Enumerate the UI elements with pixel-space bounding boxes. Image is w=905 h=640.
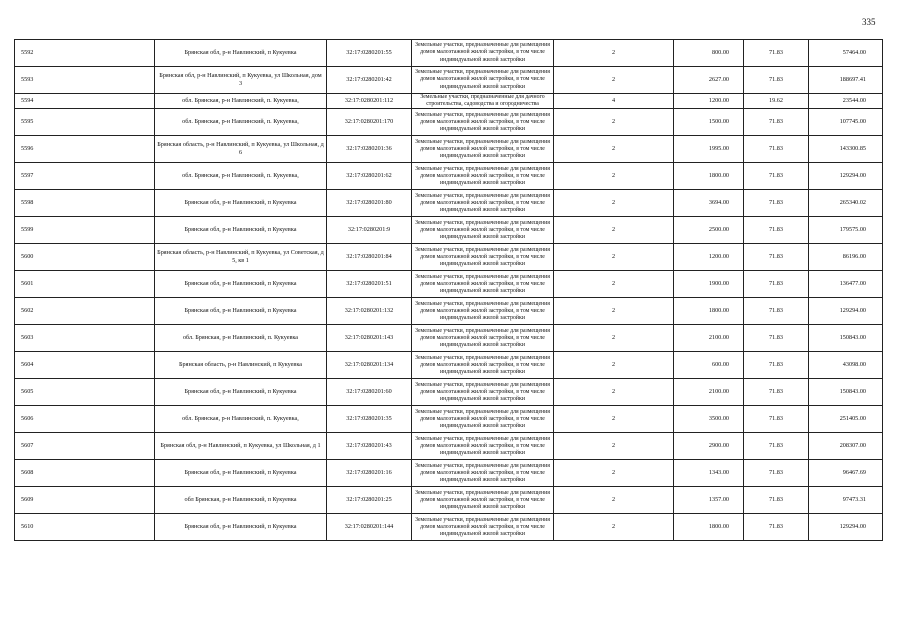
land-use-cell: Земельные участки, предназначенные для размещения домов малоэтажной жилой застройки, в том числе индивидуальной жилой застройки — [412, 40, 554, 67]
rate-cell: 71.83 — [744, 406, 809, 433]
cadastral-cost-cell: 57464.00 — [809, 40, 883, 67]
cadastral-number-cell: 32:17:0280201:42 — [327, 67, 412, 94]
land-parcels-table — [14, 39, 883, 541]
cadastral-cost-cell: 129294.00 — [809, 514, 883, 541]
address-cell: Брянская обл, р-н Навлинский, п Кукуевка — [155, 217, 327, 244]
category-cell: 2 — [554, 514, 674, 541]
category-cell: 2 — [554, 190, 674, 217]
rate-cell: 71.83 — [744, 136, 809, 163]
table-row — [15, 379, 883, 406]
cadastral-cost-cell: 136477.00 — [809, 271, 883, 298]
category-cell: 2 — [554, 244, 674, 271]
table-row — [15, 244, 883, 271]
table-row — [15, 94, 883, 109]
row-number: 5602 — [15, 298, 155, 325]
rate-cell: 71.83 — [744, 109, 809, 136]
cadastral-number-cell: 32:17:0280201:25 — [327, 487, 412, 514]
page-number: 335 — [862, 17, 876, 27]
cadastral-cost-cell: 129294.00 — [809, 298, 883, 325]
area-cell: 1500.00 — [674, 109, 744, 136]
category-cell: 2 — [554, 298, 674, 325]
cadastral-number-cell: 32:17:0280201:80 — [327, 190, 412, 217]
address-cell: Брянская область, р-н Навлинский, п Кукуевка — [155, 352, 327, 379]
land-use-cell: Земельные участки, предназначенные для размещения домов малоэтажной жилой застройки, в том числе индивидуальной жилой застройки — [412, 406, 554, 433]
area-cell: 1800.00 — [674, 163, 744, 190]
row-number: 5609 — [15, 487, 155, 514]
address-cell: Брянская область, р-н Навлинский, п Кукуевка, ул Школьная, д 6 — [155, 136, 327, 163]
area-cell: 2500.00 — [674, 217, 744, 244]
cadastral-number-cell: 32:17:0280201:60 — [327, 379, 412, 406]
row-number: 5600 — [15, 244, 155, 271]
address-cell: Брянская обл, р-н Навлинский, п Кукуевка — [155, 298, 327, 325]
land-use-cell: Земельные участки, предназначенные для размещения домов малоэтажной жилой застройки, в том числе индивидуальной жилой застройки — [412, 109, 554, 136]
row-number: 5592 — [15, 40, 155, 67]
address-cell: Брянская обл, р-н Навлинский, п Кукуевка, ул Школьная, д 1 — [155, 433, 327, 460]
table-row — [15, 217, 883, 244]
rate-cell: 71.83 — [744, 190, 809, 217]
table-row — [15, 40, 883, 67]
address-cell: Брянская обл, р-н Навлинский, п Кукуевка, ул Школьная, дом 3 — [155, 67, 327, 94]
address-cell: обл. Брянская, р-н Навлинский, п. Кукуевка — [155, 325, 327, 352]
cadastral-cost-cell: 188697.41 — [809, 67, 883, 94]
category-cell: 2 — [554, 67, 674, 94]
rate-cell: 71.83 — [744, 460, 809, 487]
table-row — [15, 109, 883, 136]
cadastral-cost-cell: 23544.00 — [809, 94, 883, 109]
table-row — [15, 271, 883, 298]
row-number: 5606 — [15, 406, 155, 433]
area-cell: 1800.00 — [674, 514, 744, 541]
row-number: 5596 — [15, 136, 155, 163]
land-use-cell: Земельные участки, предназначенные для размещения домов малоэтажной жилой застройки, в том числе индивидуальной жилой застройки — [412, 514, 554, 541]
category-cell: 2 — [554, 40, 674, 67]
category-cell: 2 — [554, 217, 674, 244]
cadastral-cost-cell: 143300.85 — [809, 136, 883, 163]
cadastral-cost-cell: 208307.00 — [809, 433, 883, 460]
area-cell: 1343.00 — [674, 460, 744, 487]
rate-cell: 71.83 — [744, 163, 809, 190]
table-body — [15, 40, 883, 541]
category-cell: 2 — [554, 406, 674, 433]
row-number: 5601 — [15, 271, 155, 298]
land-use-cell: Земельные участки, предназначенные для размещения домов малоэтажной жилой застройки, в том числе индивидуальной жилой застройки — [412, 298, 554, 325]
address-cell: Брянская обл, р-н Навлинский, п Кукуевка — [155, 460, 327, 487]
table-row — [15, 190, 883, 217]
category-cell: 4 — [554, 94, 674, 109]
cadastral-number-cell: 32:17:0280201:35 — [327, 406, 412, 433]
cadastral-cost-cell: 97473.31 — [809, 487, 883, 514]
area-cell: 800.00 — [674, 40, 744, 67]
land-use-cell: Земельные участки, предназначенные для размещения домов малоэтажной жилой застройки, в том числе индивидуальной жилой застройки — [412, 67, 554, 94]
table-row — [15, 136, 883, 163]
rate-cell: 71.83 — [744, 217, 809, 244]
table-row — [15, 67, 883, 94]
cadastral-number-cell: 32:17:0280201:170 — [327, 109, 412, 136]
cadastral-number-cell: 32:17:0280201:84 — [327, 244, 412, 271]
table-row — [15, 325, 883, 352]
cadastral-cost-cell: 96467.69 — [809, 460, 883, 487]
row-number: 5603 — [15, 325, 155, 352]
table-row — [15, 460, 883, 487]
cadastral-number-cell: 32:17:0280201:144 — [327, 514, 412, 541]
cadastral-number-cell: 32:17:0280201:9 — [327, 217, 412, 244]
category-cell: 2 — [554, 163, 674, 190]
area-cell: 1357.00 — [674, 487, 744, 514]
cadastral-cost-cell: 107745.00 — [809, 109, 883, 136]
area-cell: 3500.00 — [674, 406, 744, 433]
address-cell: Брянская обл, р-н Навлинский, п Кукуевка — [155, 190, 327, 217]
rate-cell: 71.83 — [744, 433, 809, 460]
address-cell: обл. Брянская, р-н Навлинский, п. Кукуевка, — [155, 94, 327, 109]
rate-cell: 71.83 — [744, 325, 809, 352]
area-cell: 600.00 — [674, 352, 744, 379]
row-number: 5610 — [15, 514, 155, 541]
table-row — [15, 514, 883, 541]
land-use-cell: Земельные участки, предназначенные для размещения домов малоэтажной жилой застройки, в том числе индивидуальной жилой застройки — [412, 460, 554, 487]
rate-cell: 71.83 — [744, 244, 809, 271]
cadastral-cost-cell: 179575.00 — [809, 217, 883, 244]
cadastral-cost-cell: 265340.02 — [809, 190, 883, 217]
rate-cell: 71.83 — [744, 67, 809, 94]
address-cell: Брянская обл, р-н Навлинский, п Кукуевка — [155, 40, 327, 67]
land-use-cell: Земельные участки, предназначенные для размещения домов малоэтажной жилой застройки, в том числе индивидуальной жилой застройки — [412, 136, 554, 163]
row-number: 5607 — [15, 433, 155, 460]
category-cell: 2 — [554, 325, 674, 352]
category-cell: 2 — [554, 433, 674, 460]
category-cell: 2 — [554, 352, 674, 379]
rate-cell: 71.83 — [744, 40, 809, 67]
cadastral-cost-cell: 129294.00 — [809, 163, 883, 190]
cadastral-number-cell: 32:17:0280201:132 — [327, 298, 412, 325]
cadastral-number-cell: 32:17:0280201:36 — [327, 136, 412, 163]
rate-cell: 71.83 — [744, 352, 809, 379]
table-row — [15, 433, 883, 460]
table-row — [15, 406, 883, 433]
row-number: 5599 — [15, 217, 155, 244]
row-number: 5598 — [15, 190, 155, 217]
cadastral-cost-cell: 150843.00 — [809, 325, 883, 352]
rate-cell: 71.83 — [744, 298, 809, 325]
area-cell: 2627.00 — [674, 67, 744, 94]
area-cell: 2100.00 — [674, 325, 744, 352]
cadastral-number-cell: 32:17:0280201:143 — [327, 325, 412, 352]
address-cell: Брянская область, р-н Навлинский, п Кукуевка, ул Советская, д 5, кв 1 — [155, 244, 327, 271]
table-row — [15, 352, 883, 379]
row-number: 5593 — [15, 67, 155, 94]
category-cell: 2 — [554, 379, 674, 406]
cadastral-cost-cell: 43098.00 — [809, 352, 883, 379]
table-row — [15, 298, 883, 325]
area-cell: 2900.00 — [674, 433, 744, 460]
cadastral-number-cell: 32:17:0280201:134 — [327, 352, 412, 379]
table-row — [15, 487, 883, 514]
area-cell: 2100.00 — [674, 379, 744, 406]
rate-cell: 71.83 — [744, 514, 809, 541]
land-use-cell: Земельные участки, предназначенные для размещения домов малоэтажной жилой застройки, в том числе индивидуальной жилой застройки — [412, 487, 554, 514]
address-cell: обл Брянская, р-н Навлинский, п Кукуевка — [155, 487, 327, 514]
row-number: 5605 — [15, 379, 155, 406]
category-cell: 2 — [554, 109, 674, 136]
area-cell: 1800.00 — [674, 298, 744, 325]
address-cell: обл. Брянская, р-н Навлинский, п. Кукуевка, — [155, 163, 327, 190]
cadastral-number-cell: 32:17:0280201:55 — [327, 40, 412, 67]
land-use-cell: Земельные участки, предназначенные для размещения домов малоэтажной жилой застройки, в том числе индивидуальной жилой застройки — [412, 217, 554, 244]
cadastral-cost-cell: 251405.00 — [809, 406, 883, 433]
row-number: 5604 — [15, 352, 155, 379]
area-cell: 3694.00 — [674, 190, 744, 217]
row-number: 5608 — [15, 460, 155, 487]
area-cell: 1995.00 — [674, 136, 744, 163]
category-cell: 2 — [554, 460, 674, 487]
land-use-cell: Земельные участки, предназначенные для дачного строительства, садоводства и огородничества — [412, 94, 554, 109]
rate-cell: 19.62 — [744, 94, 809, 109]
land-use-cell: Земельные участки, предназначенные для размещения домов малоэтажной жилой застройки, в том числе индивидуальной жилой застройки — [412, 163, 554, 190]
address-cell: обл. Брянская, р-н Навлинский, п. Кукуевка, — [155, 109, 327, 136]
row-number: 5594 — [15, 94, 155, 109]
table-row — [15, 163, 883, 190]
land-use-cell: Земельные участки, предназначенные для размещения домов малоэтажной жилой застройки, в том числе индивидуальной жилой застройки — [412, 190, 554, 217]
cadastral-number-cell: 32:17:0280201:62 — [327, 163, 412, 190]
category-cell: 2 — [554, 271, 674, 298]
address-cell: Брянская обл, р-н Навлинский, п Кукуевка — [155, 271, 327, 298]
land-use-cell: Земельные участки, предназначенные для размещения домов малоэтажной жилой застройки, в том числе индивидуальной жилой застройки — [412, 244, 554, 271]
land-use-cell: Земельные участки, предназначенные для размещения домов малоэтажной жилой застройки, в том числе индивидуальной жилой застройки — [412, 271, 554, 298]
area-cell: 1200.00 — [674, 244, 744, 271]
category-cell: 2 — [554, 487, 674, 514]
cadastral-number-cell: 32:17:0280201:43 — [327, 433, 412, 460]
cadastral-number-cell: 32:17:0280201:16 — [327, 460, 412, 487]
address-cell: Брянская обл, р-н Навлинский, п Кукуевка — [155, 379, 327, 406]
cadastral-cost-cell: 150843.00 — [809, 379, 883, 406]
area-cell: 1900.00 — [674, 271, 744, 298]
rate-cell: 71.83 — [744, 487, 809, 514]
cadastral-cost-cell: 86196.00 — [809, 244, 883, 271]
cadastral-number-cell: 32:17:0280201:112 — [327, 94, 412, 109]
land-use-cell: Земельные участки, предназначенные для размещения домов малоэтажной жилой застройки, в том числе индивидуальной жилой застройки — [412, 325, 554, 352]
row-number: 5595 — [15, 109, 155, 136]
area-cell: 1200.00 — [674, 94, 744, 109]
land-use-cell: Земельные участки, предназначенные для размещения домов малоэтажной жилой застройки, в том числе индивидуальной жилой застройки — [412, 379, 554, 406]
land-use-cell: Земельные участки, предназначенные для размещения домов малоэтажной жилой застройки, в том числе индивидуальной жилой застройки — [412, 433, 554, 460]
rate-cell: 71.83 — [744, 271, 809, 298]
address-cell: обл. Брянская, р-н Навлинский, п. Кукуевка, — [155, 406, 327, 433]
category-cell: 2 — [554, 136, 674, 163]
land-use-cell: Земельные участки, предназначенные для размещения домов малоэтажной жилой застройки, в том числе индивидуальной жилой застройки — [412, 352, 554, 379]
address-cell: Брянская обл, р-н Навлинский, п Кукуевка — [155, 514, 327, 541]
rate-cell: 71.83 — [744, 379, 809, 406]
row-number: 5597 — [15, 163, 155, 190]
cadastral-number-cell: 32:17:0280201:51 — [327, 271, 412, 298]
